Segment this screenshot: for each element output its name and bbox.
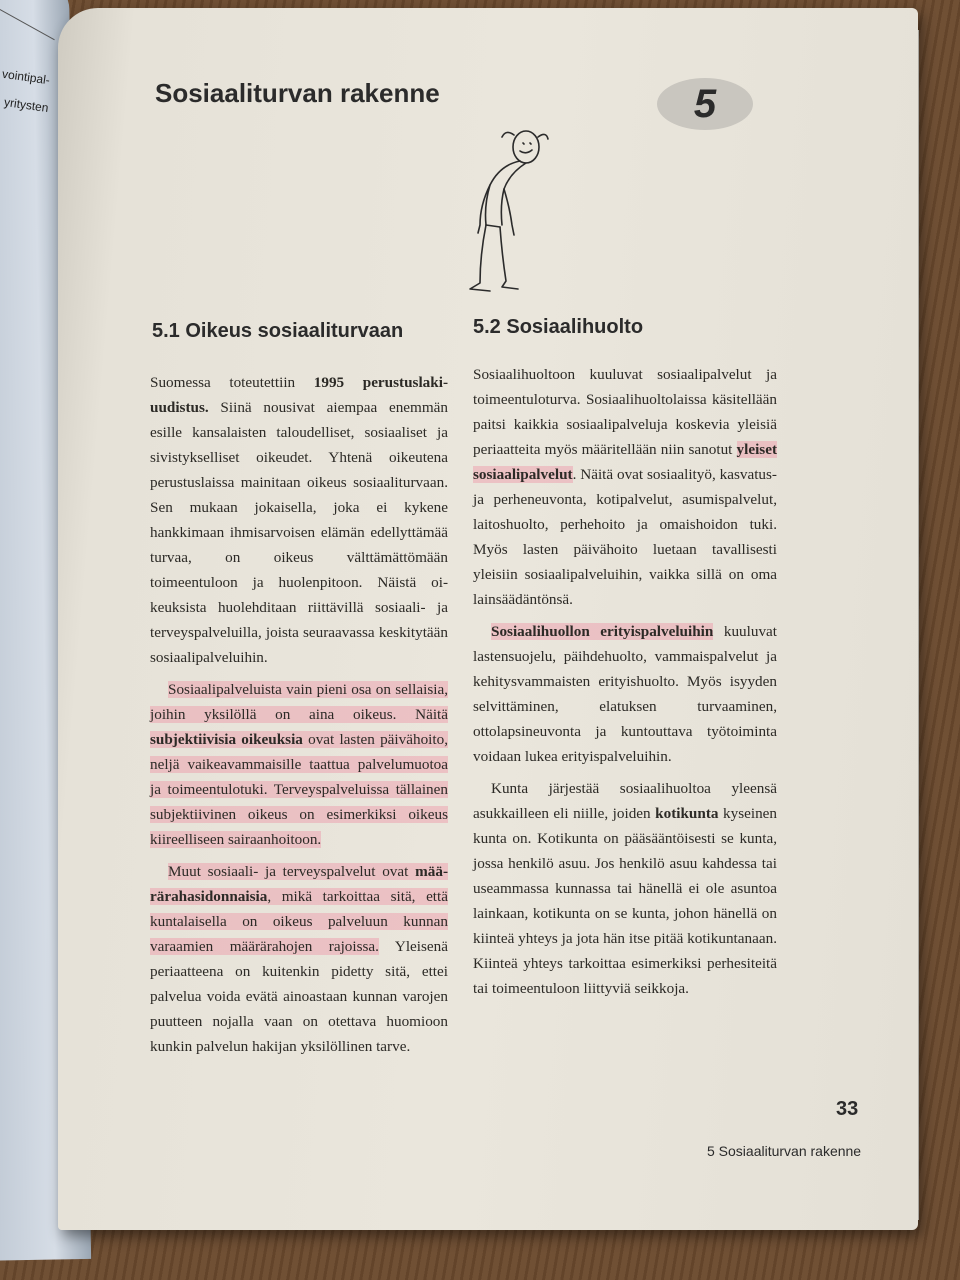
paragraph — [473, 362, 777, 612]
text-run: Suomessa toteutettiin — [150, 374, 314, 391]
text-run: Sosiaalipalveluista vain pieni osa on sellaisia, joihin yksilöllä on aina oikeus. Näitä — [150, 681, 448, 723]
text-run: kyseinen kunta on. Kotikunta on pääsääntöisesti se kunta, jossa henkilö asuu. Jos henkilö asuu kahdessa tai useammassa kunnassa tai hänellä ei ole asuntoa lainkaan, kotikunta on se kunta, johon hänellä on kiinteä yhteys ja jota hän itse pitää kotikuntanaan. Kiinteä yhteys tarkoittaa esimerkiksi perhesiteitä tai toimeentuloon liittyviä seikkoja. — [473, 805, 777, 997]
paragraph — [473, 776, 777, 1001]
bold-term: kotikunta — [655, 805, 719, 822]
text-run: ovat lasten päivähoito, neljä vaikeavammaisille taattua palvelumuotoa ja toimeentulotuki. Terveyspalveluissa tällainen subjektiivinen oikeus on esimerkiksi oikeus kiireelliseen sairaanhoitoon. — [150, 731, 448, 848]
previous-page-fragment: yritysten — [3, 94, 50, 116]
previous-page-fragment: vointipal- — [1, 66, 51, 88]
column-left — [150, 370, 448, 1066]
text-run: Kunta järjestää sosiaalihuoltoa yleensä asukkailleen eli niille, joiden — [473, 780, 777, 822]
bold-term: 1995 perustuslakiuudistus. — [150, 374, 448, 416]
column-right — [473, 362, 777, 1008]
bold-term: subjektiivisia oikeuksia — [150, 731, 303, 748]
stick-figure-illustration — [440, 125, 560, 305]
paragraph — [473, 619, 777, 769]
text-run: Sosiaalihuoltoon kuuluvat sosiaalipalvelut ja toimeentuloturva. Sosiaalihuoltolaissa käsitellään paitsi kaikkia sosiaalipalveluja koskevia yleisiä periaatteita myös määritellään niin sanotut — [473, 366, 777, 458]
text-run: Yleisenä periaatteena on kuitenkin pidetty sitä, ettei palvelua voida evätä ainoastaan kunnan varojen puutteen nojalla vaan on otettava huomioon kunkin palvelun hakijan yksilöllinen tarve. — [150, 938, 448, 1055]
section-heading-5-1: 5.1 Oikeus sosiaaliturvaan — [152, 320, 404, 342]
text-run: , mikä tarkoittaa sitä, että kuntalaisella on oikeus palveluun kunnan varaamien määrärahojen rajoissa. — [150, 888, 448, 955]
text-run: Siinä nousivat aiempaa enemmän esille kansalaisten taloudelliset, sosiaaliset ja sivistykselliset oikeudet. Yhtenä oikeutena perustuslaissa mainitaan oikeus sosiaaliturvaan. Sen mukaan jokaisella, joka ei kykene hankkimaan ihmisarvoisen elämän edellyttämää turvaa, on oikeus välttämättömään toimeentuloon ja huolenpitoon. Näistä oikeuksista huolehditaan riittävillä sosiaali- ja terveyspalveluilla, joista seuraavassa keskitytään sosiaalipalveluihin. — [150, 399, 448, 666]
text-run: Muut sosiaali- ja terveyspalvelut ovat — [168, 863, 416, 880]
text-run: kuuluvat lastensuojelu, päihdehuolto, vammaispalvelut ja kehitysvammaisten erityishuolto. Myös isyyden selvittäminen, elatuksen turvaaminen, ottolapsineuvonta ja kuntouttava työtoiminta voidaan lukea erityispalveluihin. — [473, 623, 777, 765]
bold-term: määrärahasidonnaisia — [150, 863, 448, 905]
page-number: 33 — [836, 1098, 859, 1120]
text-run: . Näitä ovat sosiaalityö, kasvatus- ja perheneuvonta, kotipalvelut, asumispalvelut, laitoshuolto, perhehoito ja omaishoidon tuki. Myös lasten päivähoito luetaan tavallisesti yleisiin sosiaalipalveluihin, vaikka sillä on oma lainsäädäntönsä. — [473, 466, 777, 608]
paragraph — [150, 370, 448, 670]
chapter-number-badge: 5 — [657, 78, 753, 130]
paragraph — [150, 859, 448, 1059]
highlighted-text — [150, 681, 448, 848]
section-heading-5-2: 5.2 Sosiaalihuolto — [473, 316, 644, 338]
bold-term: yleiset sosiaalipalvelut — [473, 441, 777, 483]
paragraph — [150, 677, 448, 852]
chapter-title: Sosiaaliturvan rakenne — [155, 78, 440, 108]
running-footer: 5 Sosiaaliturvan rakenne — [707, 1143, 862, 1159]
bold-term: Sosiaalihuollon erityispalveluihin — [491, 623, 714, 640]
